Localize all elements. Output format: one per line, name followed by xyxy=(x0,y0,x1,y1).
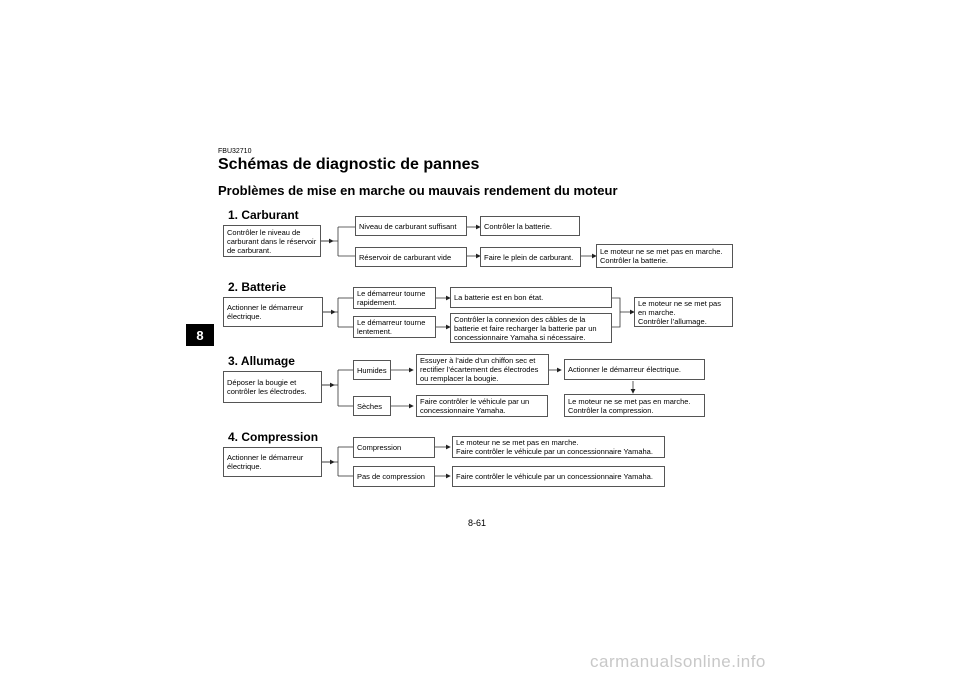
step-text: Niveau de carburant suffisant xyxy=(359,221,457,231)
step-text: Réservoir de carburant vide xyxy=(359,252,452,262)
step-engine-no-start-dealer xyxy=(452,436,665,458)
step-text: Actionner le démarreur électrique. xyxy=(568,365,681,374)
step-wet xyxy=(353,360,391,380)
step-actuate-starter xyxy=(223,297,323,327)
chapter-tab: 8 xyxy=(186,324,214,346)
step-dry xyxy=(353,396,391,416)
section-heading-compression: 4. Compression xyxy=(228,430,319,444)
step-text: Déposer la bougie et contrôler les électrodes. xyxy=(227,378,307,396)
step-check-battery xyxy=(480,216,580,236)
step-actuate-starter-again xyxy=(564,359,705,380)
page-subtitle: Problèmes de mise en marche ou mauvais rendement du moteur xyxy=(218,183,618,198)
step-text: Pas de compression xyxy=(357,472,425,481)
page-title: Schémas de diagnostic de pannes xyxy=(218,156,480,173)
step-check-battery-cables xyxy=(450,313,612,343)
step-text: Le moteur ne se met pas en marche. Contrôler l’allumage. xyxy=(638,298,721,326)
step-text: Le moteur ne se met pas en marche. Contrôler la compression. xyxy=(568,396,691,415)
step-wipe-plug xyxy=(416,354,549,385)
step-actuate-starter-compression xyxy=(223,447,322,477)
step-text: Actionner le démarreur électrique. xyxy=(227,303,304,321)
step-engine-no-start-check-compression xyxy=(564,394,705,417)
step-engine-no-start-check-battery xyxy=(596,244,733,268)
step-no-compression xyxy=(353,466,435,487)
step-engine-no-start-check-ignition xyxy=(634,297,733,327)
step-text: Compression xyxy=(357,443,402,452)
step-text: Faire le plein de carburant. xyxy=(484,252,574,262)
step-text: La batterie est en bon état. xyxy=(454,293,544,302)
step-text: Le démarreur tourne rapidement. xyxy=(357,289,426,307)
step-text: Faire contrôler le véhicule par un concessionnaire Yamaha. xyxy=(420,397,530,415)
step-starter-fast xyxy=(353,287,436,309)
step-refuel xyxy=(480,247,581,267)
step-text: Sèches xyxy=(357,401,383,411)
step-compression xyxy=(353,437,435,458)
section-heading-carburant: 1. Carburant xyxy=(228,208,299,222)
step-dealer-check-compression xyxy=(452,466,665,487)
step-text: Contrôler la connexion des câbles de la batterie et faire recharger la batterie par un concessionnaire Yamaha si nécessaire. xyxy=(454,314,597,342)
watermark: carmanualsonline.info xyxy=(590,652,766,671)
step-check-fuel-level xyxy=(223,225,321,257)
step-starter-slow xyxy=(353,316,436,338)
step-text: Humides xyxy=(357,365,387,375)
page-number: 8-61 xyxy=(468,518,487,528)
step-text: Actionner le démarreur électrique. xyxy=(227,453,304,471)
step-text: Le démarreur tourne lentement. xyxy=(357,318,426,336)
step-text: Faire contrôler le véhicule par un concessionnaire Yamaha. xyxy=(456,472,653,481)
step-remove-spark-plug xyxy=(223,371,322,403)
step-fuel-sufficient xyxy=(355,216,467,236)
step-dealer-check xyxy=(416,395,548,417)
section-heading-allumage: 3. Allumage xyxy=(228,354,295,368)
step-text: Le moteur ne se met pas en marche. Faire contrôler le véhicule par un concessionnaire Yamaha. xyxy=(456,438,653,456)
step-text: Essuyer à l’aide d’un chiffon sec et rectifier l’écartement des électrodes ou remplacer la bougie. xyxy=(420,356,539,383)
section-heading-batterie: 2. Batterie xyxy=(228,280,287,294)
step-battery-ok xyxy=(450,287,612,308)
step-text: Le moteur ne se met pas en marche. Contrôler la batterie. xyxy=(600,247,723,265)
step-tank-empty xyxy=(355,247,467,267)
document-code: FBU32710 xyxy=(218,148,252,155)
step-text: Contrôler le niveau de carburant dans le réservoir de carburant. xyxy=(227,227,317,255)
step-text: Contrôler la batterie. xyxy=(484,221,552,231)
